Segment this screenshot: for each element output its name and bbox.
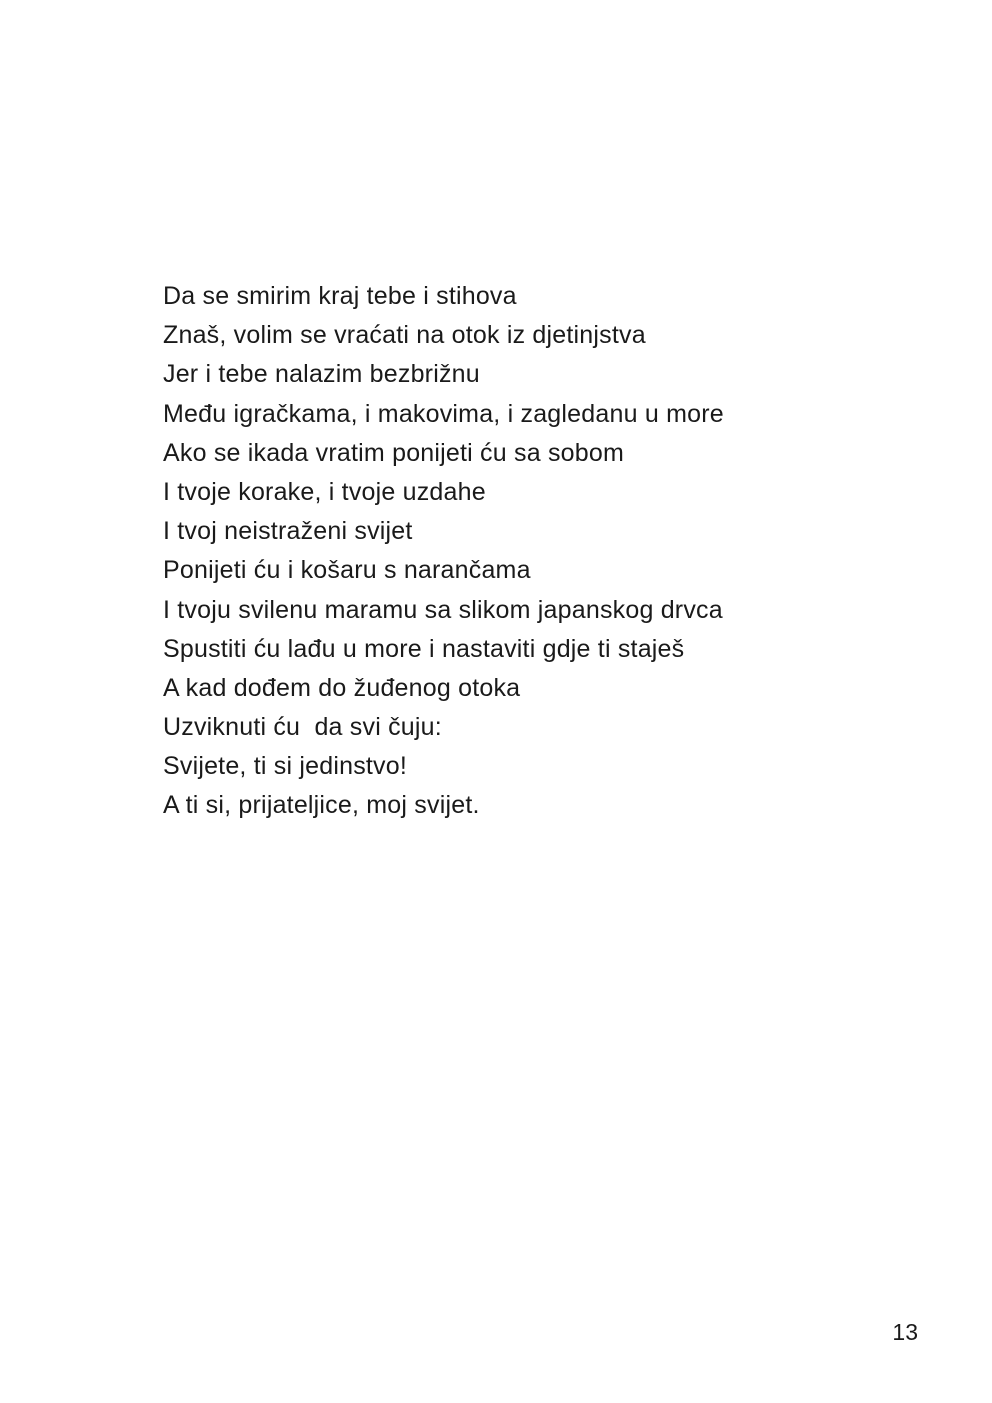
poem-line-13: Svijete, ti si jedinstvo! <box>163 752 407 781</box>
poem-line-8: Ponijeti ću i košaru s narančama <box>163 556 531 585</box>
poem-line-9: I tvoju svilenu maramu sa slikom japanskog drvca <box>163 595 723 624</box>
poem-line-10: Spustiti ću lađu u more i nastaviti gdje ti staješ <box>163 634 685 663</box>
poem <box>163 277 724 826</box>
poem-line-4: Među igračkama, i makovima, i zagledanu u more <box>163 399 724 428</box>
poem-line-1: Da se smirim kraj tebe i stihova <box>163 282 517 310</box>
poem-line-7: I tvoj neistraženi svijet <box>163 517 413 546</box>
poem-line-2: Znaš, volim se vraćati na otok iz djetinjstva <box>163 321 646 350</box>
poem-line-12: Uzviknuti ću da svi čuju: <box>163 713 442 742</box>
poem-line-3: Jer i tebe nalazim bezbrižnu <box>163 360 480 389</box>
poem-line-14: A ti si, prijateljice, moj svijet. <box>163 791 480 820</box>
poem-line-6: I tvoje korake, i tvoje uzdahe <box>163 477 486 506</box>
poem-line-5: Ako se ikada vratim ponijeti ću sa sobom <box>163 438 624 467</box>
page-number: 13 <box>892 1319 918 1345</box>
poem-line-11: A kad dođem do žuđenog otoka <box>163 673 521 702</box>
